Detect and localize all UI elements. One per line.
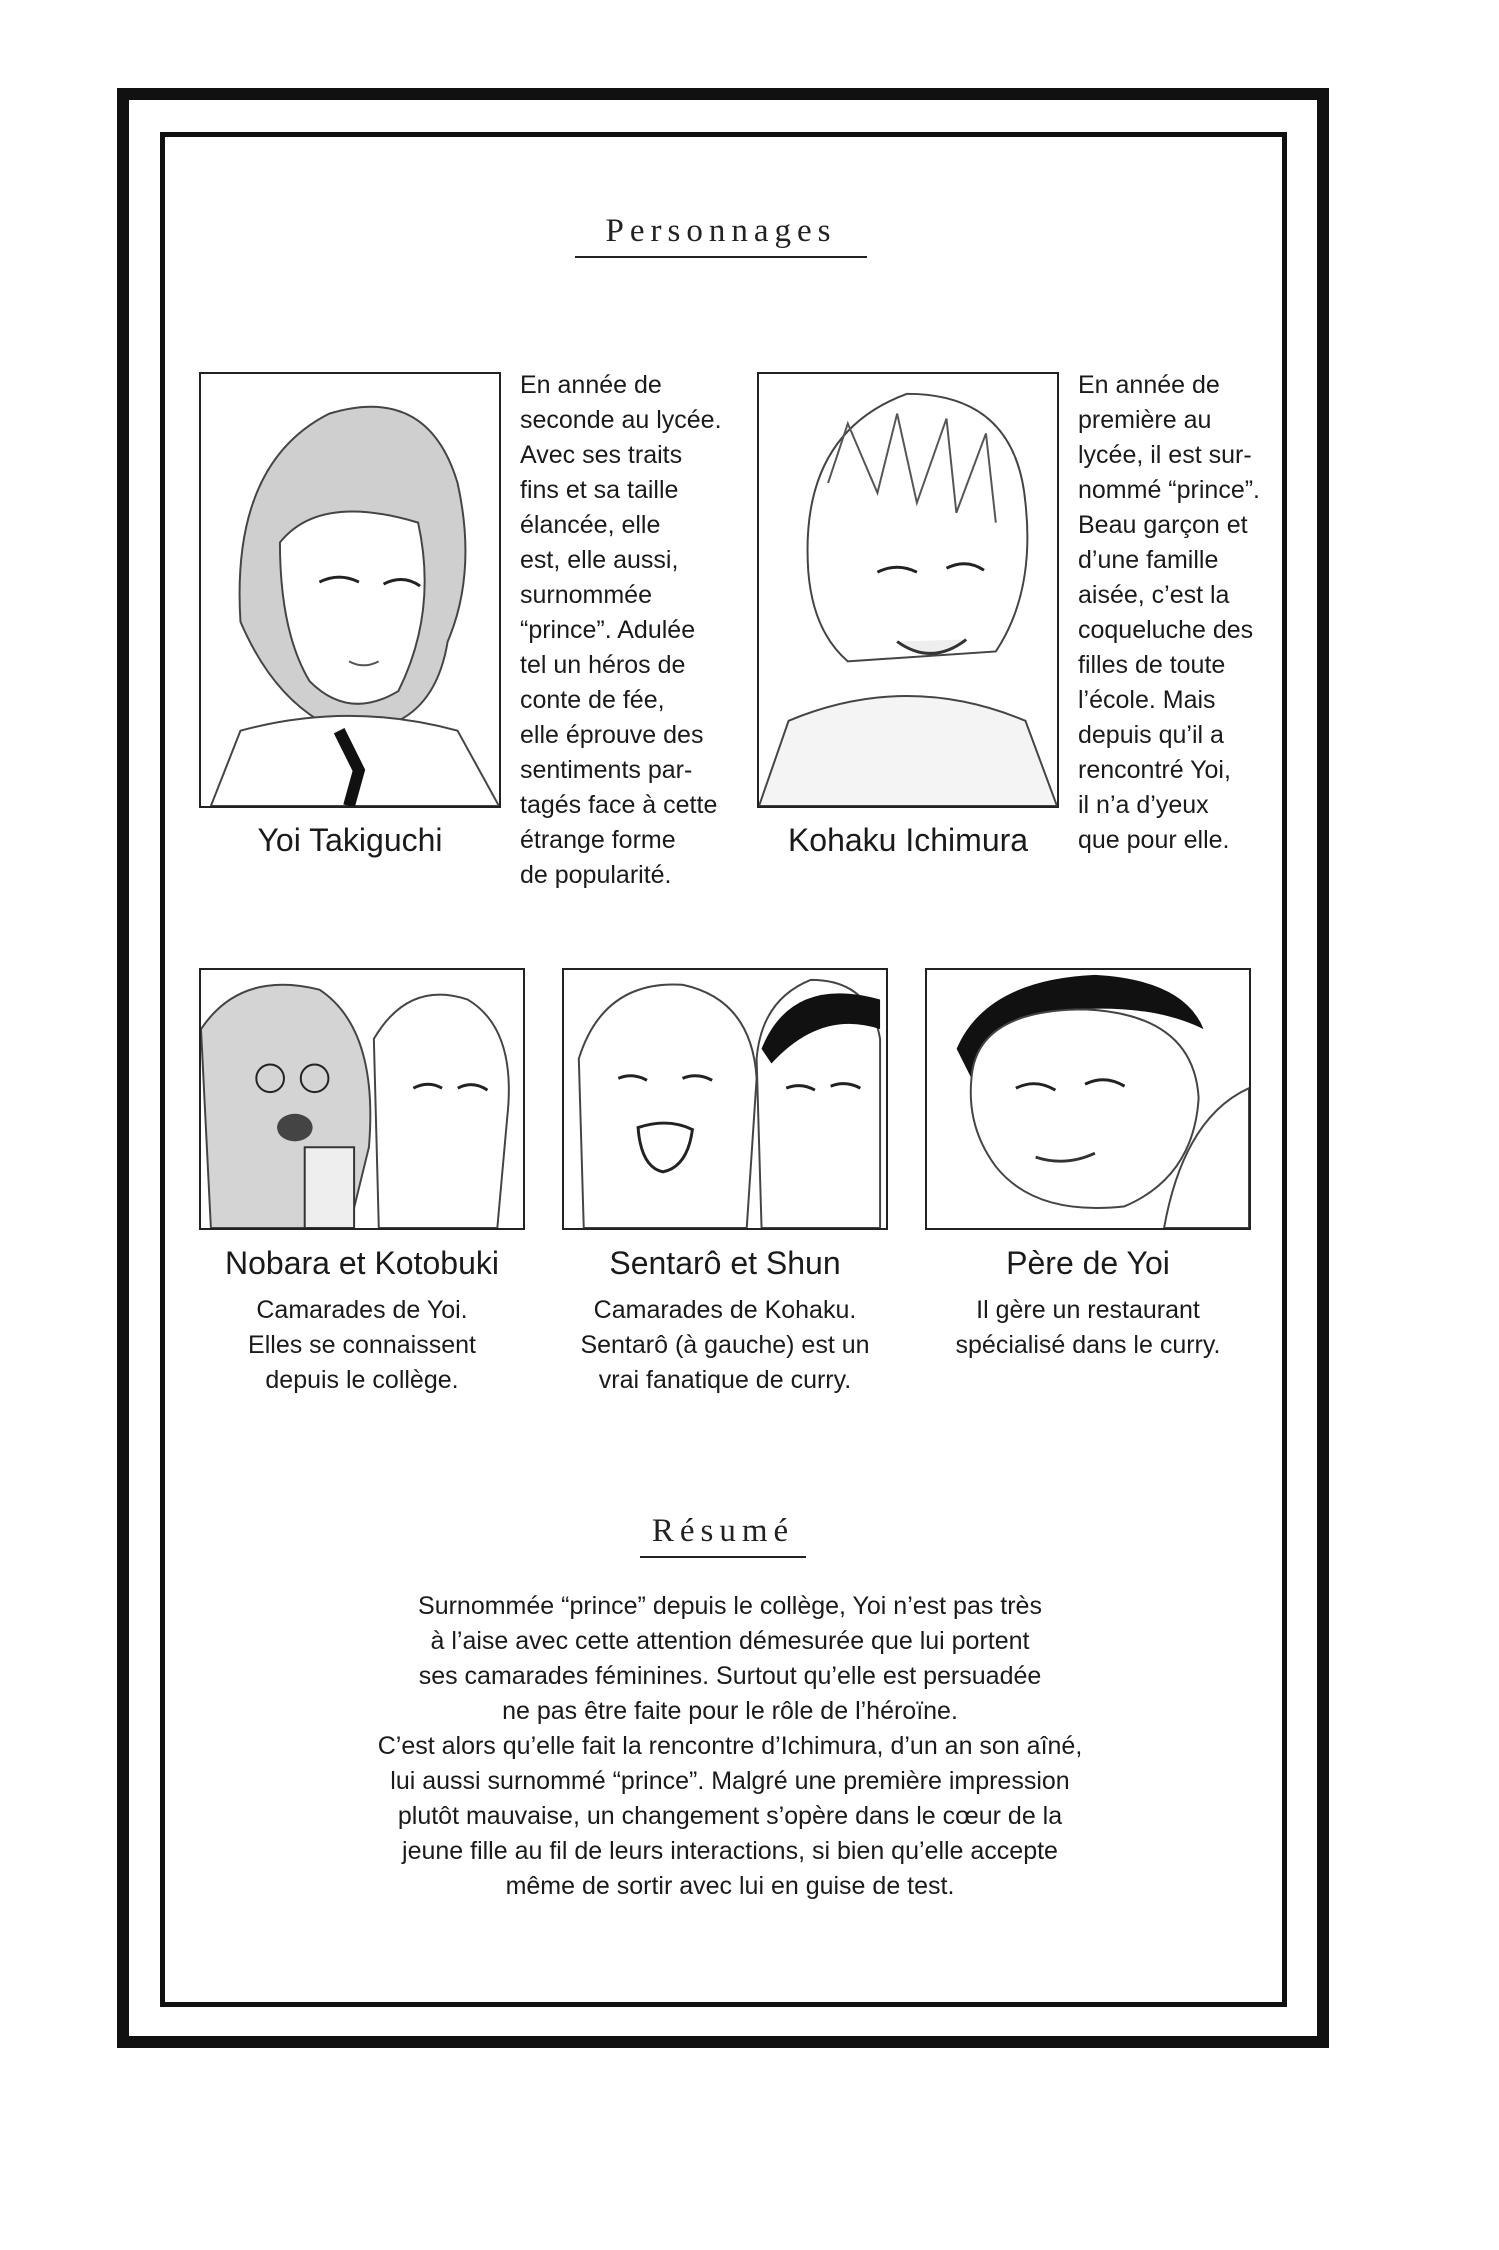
portrait-nobara-kotobuki — [199, 968, 525, 1230]
characters-heading-text: Personnages — [605, 213, 837, 249]
portrait-pere-de-yoi — [925, 968, 1251, 1230]
character-description: Camarades de Kohaku. Sentarô (à gauche) est un vrai fanatique de curry. — [580, 1296, 870, 1394]
heading-underline — [640, 1556, 806, 1558]
character-description: En année de première au lycée, il est sur- nommé “prince”. Beau garçon et d’une famille aisée, c’est la coqueluche des filles de toute l’école. Mais depuis qu’il a rencontré Yoi, il n’a d’yeux que pour elle. — [1078, 371, 1260, 854]
character-name: Nobara et Kotobuki — [225, 1245, 499, 1281]
summary-heading-text: Résumé — [651, 1513, 795, 1549]
portrait-kohaku-ichimura — [757, 372, 1059, 808]
portrait-sentaro-shun — [562, 968, 888, 1230]
character-description: En année de seconde au lycée. Avec ses traits fins et sa taille élancée, elle est, elle aussi, surnommée “prince”. Adulée tel un héros de conte de fée, elle éprouve des sentiments par- tagés face à cette étrange forme de popularité. — [520, 371, 722, 889]
summary-paragraph: Surnommée “prince” depuis le collège, Yoi n’est pas très à l’aise avec cette attention démesurée que lui portent ses camarades féminines. Surtout qu’elle est persuadée ne pas être faite pour le rôle de l’héroïne. C’est alors qu’elle fait la rencontre d’Ichimura, d’un an son aîné, lui aussi surnommé “prince”. Malgré une première impression plutôt mauvaise, un changement s’opère dans le cœur de la jeune fille au fil de leurs interactions, si bien qu’elle accepte même de sortir avec lui en guise de test. — [377, 1592, 1083, 1900]
character-description: Camarades de Yoi. Elles se connaissent depuis le collège. — [248, 1296, 476, 1394]
summary-heading — [640, 1513, 806, 1558]
character-description: Il gère un restaurant spécialisé dans le curry. — [955, 1296, 1221, 1359]
portrait-yoi-takiguchi — [199, 372, 501, 808]
character-name: Yoi Takiguchi — [257, 822, 443, 858]
characters-heading — [575, 213, 867, 258]
character-name: Kohaku Ichimura — [787, 822, 1029, 858]
character-name: Sentarô et Shun — [609, 1245, 841, 1281]
heading-underline — [575, 256, 867, 258]
character-name: Père de Yoi — [1006, 1245, 1170, 1281]
